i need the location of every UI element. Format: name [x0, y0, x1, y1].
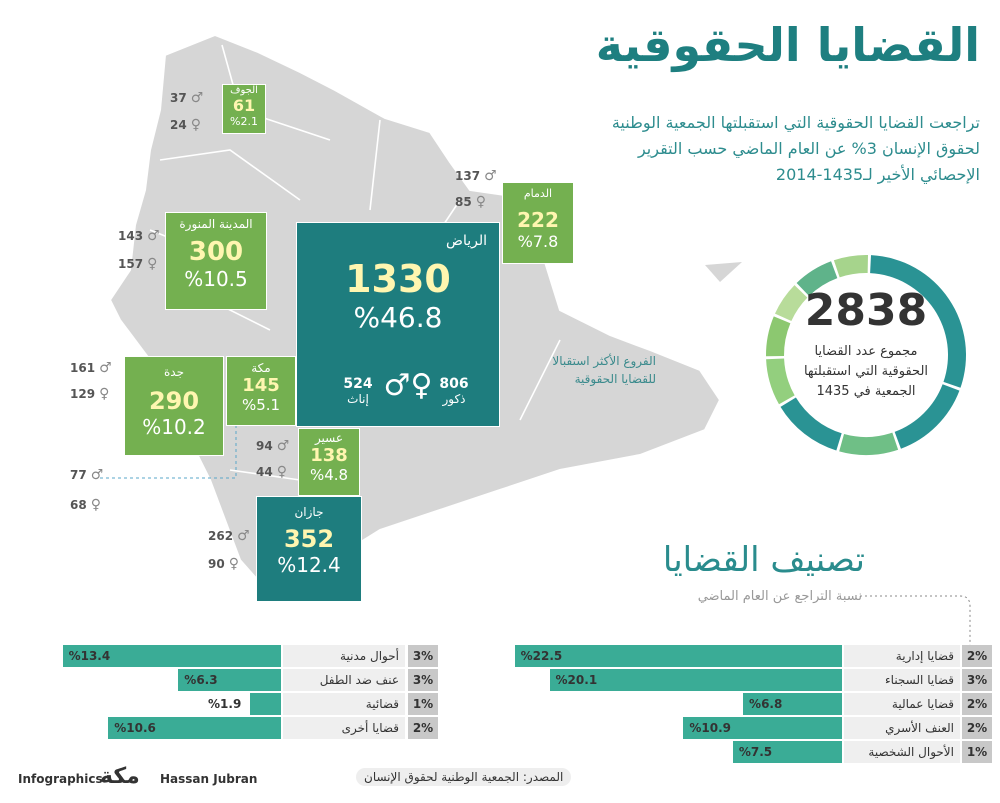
riyadh-male: 806 ذكور	[439, 376, 469, 406]
female-icon: ♀	[90, 497, 101, 513]
bar-label: قضايا أخرى	[283, 717, 405, 739]
region-asir-pct: %4.8	[309, 466, 349, 484]
region-jazan	[256, 496, 362, 602]
page-subtitle: تراجعت القضايا الحقوقية التي استقبلتها الجمعية الوطنية لحقوق الإنسان 3% عن العام الماضي حسب التقرير الإحصائي الأخير لـ1435-2014	[611, 113, 980, 184]
female-icon: ♀	[410, 368, 433, 403]
region-dammam-name: الدمام	[523, 187, 553, 200]
bar-value: %22.5	[520, 649, 563, 663]
total-value: 2838	[804, 285, 928, 336]
region-jouf-count: 61	[232, 96, 256, 115]
region-jouf-pct: %2.1	[230, 115, 258, 128]
jouf-male: 37 ♂	[170, 90, 204, 106]
male-icon: ♂	[90, 467, 104, 483]
donut-segment	[839, 433, 898, 455]
bar-label: العنف الأسري	[844, 717, 960, 739]
bar-decline: 2%	[962, 693, 992, 715]
bar-value: %20.1	[555, 673, 598, 687]
bar-label: قضايا عمالية	[844, 693, 960, 715]
bar-decline: 1%	[408, 693, 438, 715]
jazan-female: 90 ♀	[208, 556, 239, 572]
bar-row	[0, 645, 1000, 667]
bar-value: %10.6	[114, 721, 156, 735]
bar-label: قضايا السجناء	[844, 669, 960, 691]
region-jeddah	[124, 356, 224, 456]
male-icon: ♂	[383, 368, 411, 403]
region-dammam	[502, 182, 574, 264]
subtitle-connector	[860, 592, 980, 652]
male-icon: ♂	[99, 360, 112, 376]
jazan-male: 262 ♂	[208, 528, 250, 544]
region-asir-count: 138	[310, 445, 348, 466]
donut-segment	[781, 398, 842, 451]
asir-male: 94 ♂	[256, 438, 290, 454]
footer-logo: مكة	[100, 764, 140, 789]
footer-source: المصدر: الجمعية الوطنية لحقوق الإنسان	[356, 768, 571, 786]
bar-label: قضايا إدارية	[844, 645, 960, 667]
region-jazan-name: جازان	[294, 505, 324, 519]
bar-label: أحوال مدنية	[283, 645, 405, 667]
region-riyadh-name: الرياض	[446, 233, 487, 249]
bar-value: %1.9	[208, 697, 242, 711]
bar-row	[0, 717, 1000, 739]
madinah-male: 143 ♂	[118, 228, 160, 244]
region-dammam-count: 222	[517, 208, 559, 232]
region-asir	[298, 428, 360, 496]
bar-decline: 3%	[408, 645, 438, 667]
bar-value: %6.3	[184, 673, 218, 687]
region-jeddah-pct: %10.2	[142, 415, 206, 439]
region-jeddah-name: جدة	[163, 365, 184, 379]
classification-subtitle: نسبة التراجع عن العام الماضي	[697, 589, 862, 604]
bar-label: الأحوال الشخصية	[844, 741, 960, 763]
donut-segment	[766, 359, 795, 405]
female-icon: ♀	[99, 386, 110, 402]
bar-value: %10.9	[689, 721, 732, 735]
footer-author: Hassan Jubran	[160, 772, 258, 786]
jeddah-female: 129 ♀	[70, 386, 110, 402]
riyadh-female: 524 إناث	[343, 376, 373, 406]
total-label: مجموع عدد القضايا الحقوقية التي استقبلتها الجمعية في 1435	[803, 344, 929, 399]
region-jazan-pct: %12.4	[277, 553, 341, 577]
bar-decline: 3%	[408, 669, 438, 691]
bar-row	[0, 669, 1000, 691]
bar-decline: 2%	[408, 717, 438, 739]
region-dammam-pct: %7.8	[517, 232, 559, 251]
page-title: القضايا الحقوقية	[595, 18, 980, 72]
region-madinah-name: المدينة المنورة	[179, 217, 253, 231]
male-icon: ♂	[484, 168, 497, 184]
bar-value: %6.8	[749, 697, 783, 711]
bar-decline: 3%	[962, 669, 992, 691]
bar-label: قضائية	[283, 693, 405, 715]
region-jazan-count: 352	[283, 525, 335, 553]
female-icon: ♀	[475, 194, 486, 210]
madinah-female: 157 ♀	[118, 256, 158, 272]
region-riyadh-count: 1330	[345, 257, 451, 301]
asir-female: 44 ♀	[256, 464, 287, 480]
bar	[250, 693, 281, 715]
region-makkah-pct: %5.1	[241, 396, 281, 414]
donut-segment	[834, 255, 868, 277]
region-madinah-count: 300	[188, 237, 244, 267]
jouf-female: 24 ♀	[170, 117, 201, 133]
bar-decline: 2%	[962, 717, 992, 739]
region-jouf	[222, 84, 266, 134]
classification-title: تصنيف القضايا	[662, 540, 865, 580]
riyadh-gender-icons	[378, 368, 438, 403]
region-madinah	[165, 212, 267, 310]
male-icon: ♂	[190, 90, 204, 106]
dammam-female: 85 ♀	[455, 194, 486, 210]
jeddah-male: 161 ♂	[70, 360, 112, 376]
female-icon: ♀	[190, 117, 201, 133]
makkah-male: 77 ♂	[70, 467, 104, 483]
bar-row	[0, 741, 1000, 763]
female-icon: ♀	[228, 556, 239, 572]
region-makkah-count: 145	[242, 375, 280, 396]
male-icon: ♂	[276, 438, 290, 454]
makkah-female: 68 ♀	[70, 497, 101, 513]
region-riyadh-pct: %46.8	[353, 301, 443, 334]
bar-label: عنف ضد الطفل	[283, 669, 405, 691]
footer-infographics: Infographics	[18, 772, 103, 786]
dammam-male: 137 ♂	[455, 168, 497, 184]
bar-row	[0, 693, 1000, 715]
region-madinah-pct: %10.5	[184, 267, 248, 291]
female-icon: ♀	[147, 256, 158, 272]
map-note: الفروع الأكثر استقبالا للقضايا الحقوقية	[552, 354, 656, 386]
female-icon: ♀	[276, 464, 287, 480]
region-asir-name: عسير	[314, 431, 344, 445]
bar-value: %7.5	[738, 745, 773, 759]
male-icon: ♂	[237, 528, 250, 544]
bar-value: %13.4	[68, 649, 111, 663]
region-jouf-name: الجوف	[230, 85, 258, 96]
bar-decline: 2%	[962, 645, 992, 667]
bar-decline: 1%	[962, 741, 992, 763]
region-makkah-name: مكة	[251, 361, 271, 375]
male-icon: ♂	[147, 228, 160, 244]
region-jeddah-count: 290	[148, 387, 200, 415]
region-makkah	[226, 356, 296, 426]
